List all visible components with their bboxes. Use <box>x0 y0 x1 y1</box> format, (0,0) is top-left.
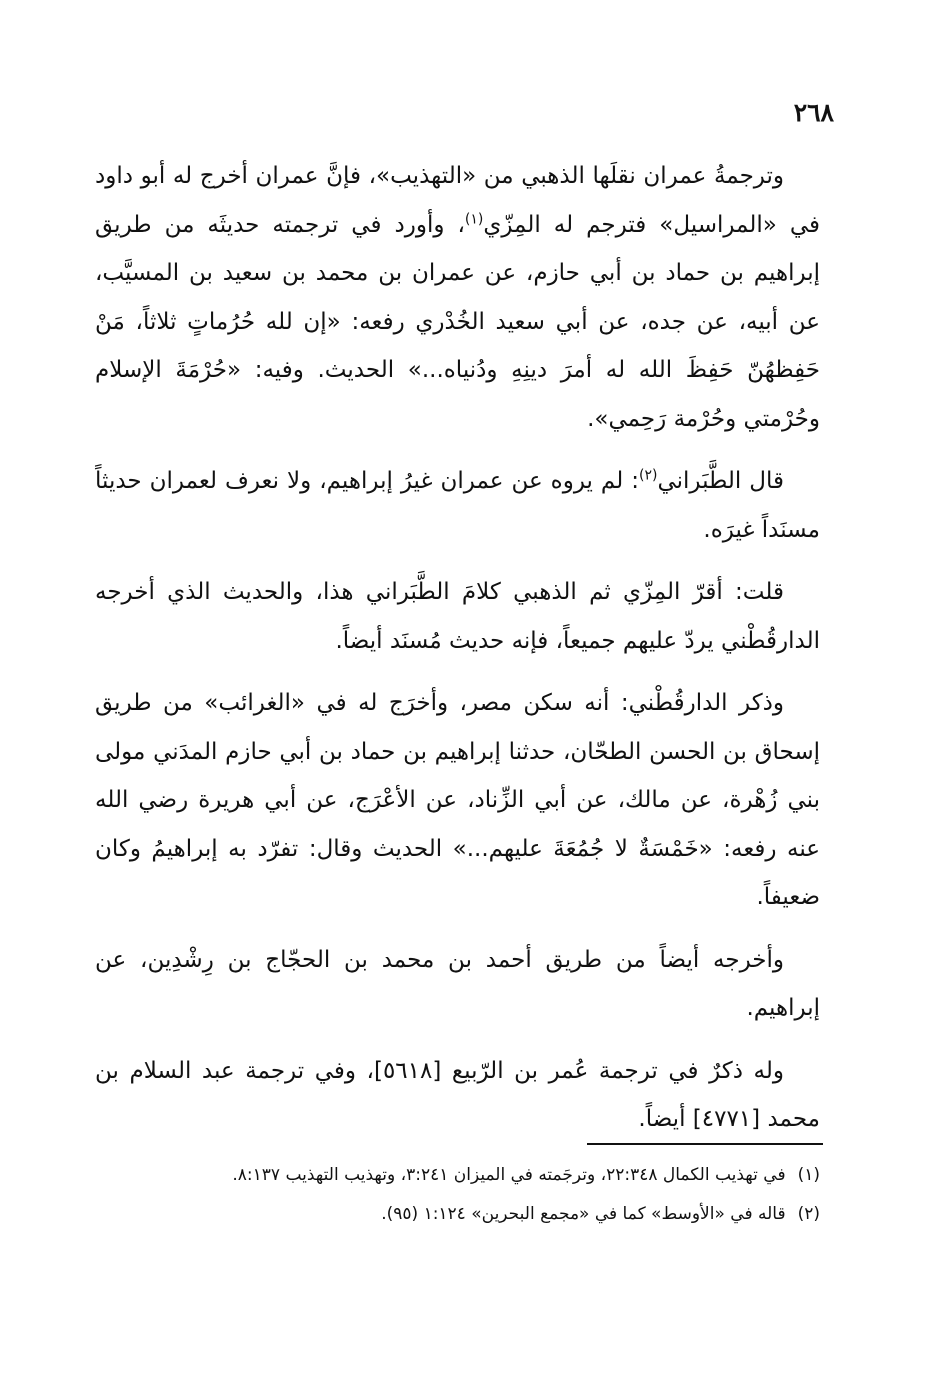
paragraph <box>95 936 820 1033</box>
paragraph-text: قلت: أقرّ المِزّي ثم الذهبي كلامَ الطَّبَراني هذا، والحديث الذي أخرجه الدارقُطْني يردّ عليهم جميعاً، فإنه حديث مُسنَد أيضاً. <box>95 579 820 654</box>
paragraph <box>95 568 820 665</box>
footnote-text: قاله في «الأوسط» كما في «مجمع البحرين» ١:١٢٤ (٩٥). <box>381 1204 786 1224</box>
paragraph-text-continued: ، وأورد في ترجمته حديثَه من طريق إبراهيم بن حماد بن أبي حازم، عن عمران بن محمد بن سعيد بن المسيَّب، عن أبيه، عن جده، عن أبي سعيد الخُدْري رفعه: «إن لله حُرُماتٍ ثلاثاً، مَنْ حَفِظهُنّ حَفِظَ الله له أمرَ دينِهِ ودُنياه...» الحديث. وفيه: «حُرْمَةَ الإسلام وحُرْمتي وحُرْمة رَحِمي». <box>95 211 820 432</box>
paragraph-text: وترجمةُ عمران نقلَها الذهبي من «التهذيب»، فإنَّ عمران أخرج له أبو داود في «المراسيل» فترجم له المِزّي <box>95 163 820 238</box>
paragraph-text: وأخرجه أيضاً من طريق أحمد بن محمد بن الحجّاج بن رِشْدِين، عن إبراهيم. <box>95 946 820 1021</box>
footnote-reference: (١) <box>464 210 484 227</box>
footnote <box>95 1197 820 1232</box>
paragraph <box>95 1047 820 1144</box>
paragraph-text: وله ذكرٌ في ترجمة عُمر بن الرّبيع [٥٦١٨]، وفي ترجمة عبد السلام بن محمد [٤٧٧١] أيضاً. <box>95 1057 820 1132</box>
page-number: ٢٦٨ <box>793 98 834 127</box>
paragraph-text: وذكر الدارقُطْني: أنه سكن مصر، وأخرَج له في «الغرائب» من طريق إسحاق بن الحسن الطحّان، حدثنا إبراهيم بن حماد بن أبي حازم المدَني مولى بني زُهْرة، عن مالك، عن أبي الزِّناد، عن الأعْرَج، عن أبي هريرة رضي الله عنه رفعه: «خَمْسَةٌ لا جُمُعَةَ عليهم...» الحديث وقال: تفرّد به إبراهيمُ وكان ضعيفاً. <box>95 690 820 910</box>
footnote-text: في تهذيب الكمال ٢٢:٣٤٨، وترجَمته في الميزان ٣:٢٤١، وتهذيب التهذيب ٨:١٣٧. <box>232 1165 786 1185</box>
main-text <box>95 152 820 1158</box>
paragraph <box>95 152 820 443</box>
paragraph-text-continued: : لم يروه عن عمران غيرُ إبراهيم، ولا نعرف لعمران حديثاً مسنَداً غيرَه. <box>95 468 820 543</box>
footnote-reference: (٢) <box>638 467 658 484</box>
paragraph <box>95 457 820 554</box>
footnote-number: (١) <box>797 1165 820 1185</box>
paragraph-text: قال الطَّبَراني <box>657 468 784 494</box>
footnotes <box>95 1158 820 1236</box>
paragraph <box>95 679 820 922</box>
footnote-divider <box>587 1143 823 1145</box>
footnote <box>95 1158 820 1193</box>
footnote-number: (٢) <box>797 1204 820 1224</box>
